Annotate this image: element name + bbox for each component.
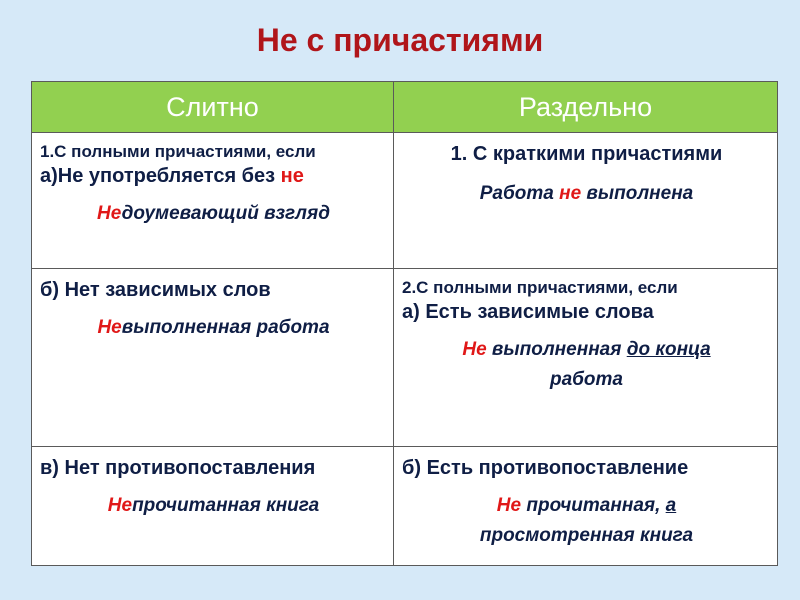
rule-text: 1. С краткими причастиями (450, 143, 723, 165)
ne-highlight: Не (496, 495, 522, 516)
cell-together-2 (32, 269, 394, 447)
rule-intro: 2.С полными причастиями, если (402, 278, 678, 297)
cell-together-3 (32, 447, 394, 566)
rule-text: в) Нет противопоставления (40, 457, 316, 479)
header-separately: Раздельно (394, 82, 778, 133)
header-row (32, 82, 778, 133)
ne-highlight: Не (97, 203, 122, 224)
underlined-text: а (665, 495, 677, 516)
rule-intro: 1.С полными причастиями, если (40, 142, 316, 161)
rule-text: б) Есть противопоставление (402, 457, 689, 479)
ne-highlight: Не (462, 339, 487, 360)
ne-highlight: не (559, 183, 582, 204)
cell-separately-3 (394, 447, 778, 566)
slide-title: Не с причастиями (256, 22, 544, 58)
ne-highlight: Не (107, 495, 133, 516)
table-row (32, 269, 778, 447)
example: Не прочитанная, а просмотренная книга (479, 495, 694, 546)
example: Не выполненная до конца работа (462, 339, 711, 390)
rule-text: а) Есть зависимые слова (402, 301, 654, 323)
underlined-text: до конца (626, 339, 711, 360)
rules-table (31, 81, 778, 566)
cell-separately-2 (394, 269, 778, 447)
cell-together-1 (32, 133, 394, 269)
example: Недоумевающий взгляд (97, 203, 330, 224)
header-together: Слитно (32, 82, 394, 133)
table-row (32, 447, 778, 566)
table-row (32, 133, 778, 269)
cell-separately-1 (394, 133, 778, 269)
example: Невыполненная работа (97, 317, 330, 338)
rule-text: а)Не употребляется без не (40, 165, 304, 187)
ne-highlight: не (280, 165, 304, 187)
example: Работа не выполнена (479, 183, 694, 204)
rule-text: б) Нет зависимых слов (40, 279, 271, 301)
example: Непрочитанная книга (107, 495, 320, 516)
ne-highlight: Не (97, 317, 122, 338)
